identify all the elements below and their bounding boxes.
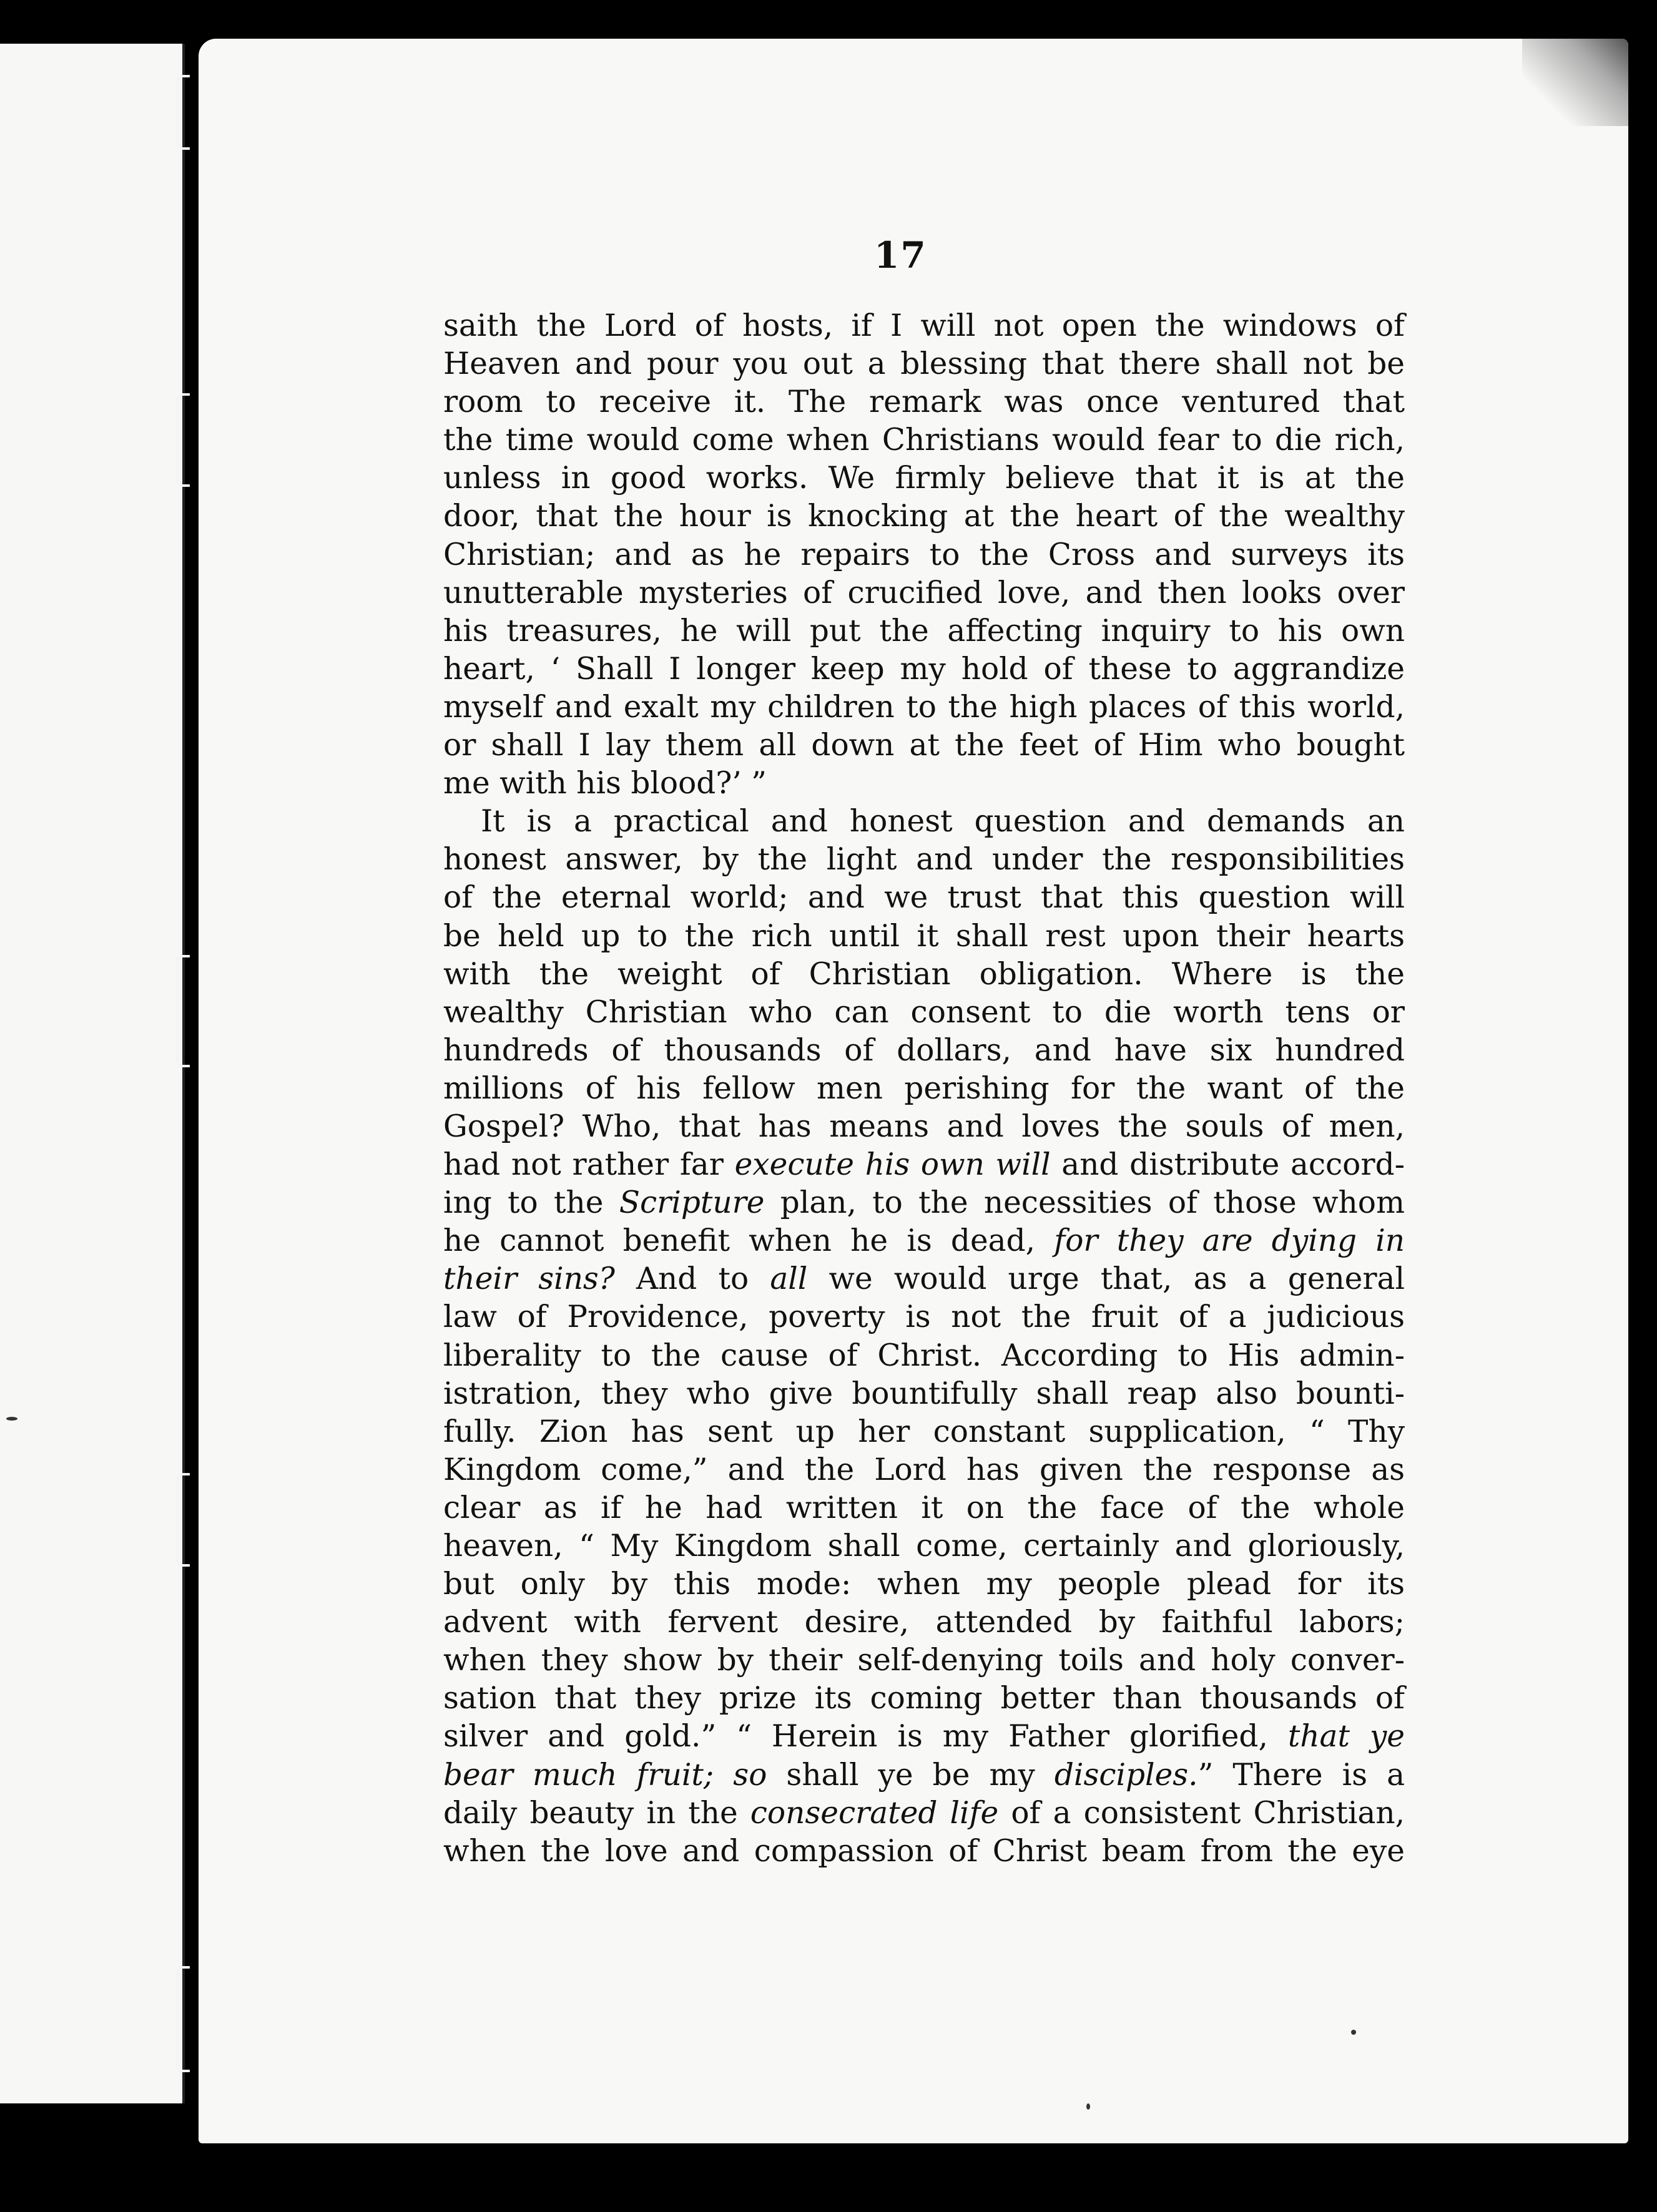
- text-run: honest answer, by the light and under the responsibilities: [443, 842, 1405, 878]
- text-line: [443, 841, 1405, 879]
- text-line: myself and exalt my children to the high places of this world,: [443, 689, 1405, 725]
- text-line: saith the Lord of hosts, if I will not open the windows of: [443, 308, 1405, 343]
- text-line: [443, 1451, 1405, 1489]
- text-line: [443, 1222, 1405, 1260]
- text-line: me with his blood?’ ”: [443, 766, 767, 801]
- text-run: istration, they who give bountifully shall reap also bounti-: [443, 1376, 1405, 1411]
- italic-text: their sins?: [443, 1261, 615, 1297]
- italic-text: that ye: [1287, 1719, 1405, 1754]
- text-line: [443, 994, 1405, 1032]
- text-line: his treasures, he will put the affecting inquiry to his own: [443, 613, 1405, 648]
- text-line: [443, 1794, 1405, 1833]
- text-line: or shall I lay them all down at the feet of Him who bought: [443, 728, 1405, 763]
- text-run: law of Providence, poverty is not the fruit of a judicious: [443, 1299, 1405, 1335]
- text-line: unutterable mysteries of crucified love, and then looks over: [443, 575, 1405, 610]
- text-run: when the love and compassion of Christ beam from the eye: [443, 1833, 1405, 1869]
- text-line: [443, 1833, 1405, 1871]
- italic-text: Scripture: [619, 1185, 765, 1221]
- text-line: [443, 1375, 1405, 1413]
- dust-speck: [6, 1417, 17, 1421]
- text-run: And to: [614, 1261, 770, 1297]
- text-run: millions of his fellow men perishing for the want of the: [443, 1070, 1405, 1106]
- text-run: Gospel? Who, that has means and loves the souls of men,: [443, 1108, 1405, 1144]
- text-line: [443, 1413, 1405, 1451]
- text-line: [443, 956, 1405, 994]
- text-line: [443, 1260, 1405, 1298]
- text-line: door, that the hour is knocking at the heart of the wealthy: [443, 499, 1405, 534]
- text-run: It is a practical and honest question and demands an: [481, 804, 1405, 839]
- text-line: [443, 1032, 1405, 1070]
- text-line: Christian; and as he repairs to the Cross and surveys its: [443, 537, 1405, 572]
- text-run: with the weight of Christian obligation. Where is the: [443, 956, 1405, 992]
- italic-text: consecrated life: [750, 1795, 999, 1831]
- text-run: sation that they prize its coming better than thousands of: [443, 1681, 1405, 1716]
- dust-speck: [1351, 2030, 1356, 2035]
- text-line: unless in good works. We firmly believe that it is at the: [443, 461, 1405, 496]
- text-run: wealthy Christian who can consent to die worth tens or: [443, 994, 1405, 1030]
- text-run: liberality to the cause of Christ. According to His admin-: [443, 1338, 1405, 1373]
- text-run: be held up to the rich until it shall rest upon their hearts: [443, 918, 1405, 954]
- text-run: silver and gold.” “ Herein is my Father glorified,: [443, 1719, 1288, 1754]
- text-line: [443, 1184, 1405, 1222]
- text-line: [443, 1718, 1405, 1756]
- text-run: when they show by their self-denying toils and holy conver-: [443, 1643, 1405, 1678]
- italic-text: execute his own will: [734, 1147, 1051, 1183]
- text-run: and distribute accord-: [1050, 1147, 1405, 1183]
- binding-stitch: [176, 1473, 190, 1567]
- italic-text: bear much fruit; so: [443, 1757, 767, 1793]
- text-run: advent with fervent desire, attended by faithful labors;: [443, 1605, 1405, 1640]
- text-run: shall ye be my: [767, 1757, 1055, 1793]
- binding-stitch: [176, 955, 190, 1067]
- text-run: Kingdom come,” and the Lord has given the response as: [443, 1452, 1405, 1487]
- page-body-text: [443, 307, 1405, 1871]
- text-line: [443, 1337, 1405, 1375]
- text-line: heart, ‘ Shall I longer keep my hold of these to aggrandize: [443, 651, 1405, 687]
- binding-stitch: [176, 393, 190, 487]
- text-line: [443, 1642, 1405, 1680]
- text-line: [443, 803, 1405, 841]
- italic-text: for they are dying in: [1054, 1223, 1405, 1259]
- text-line: [443, 918, 1405, 956]
- text-line: Heaven and pour you out a blessing that there shall not be: [443, 346, 1405, 382]
- page-corner-shadow: [1522, 39, 1628, 126]
- binding-stitch: [176, 1966, 190, 2072]
- dust-speck: [1086, 2103, 1090, 2110]
- italic-text: all: [770, 1261, 808, 1297]
- left-page-edge: [0, 44, 185, 2103]
- text-run: heaven, “ My Kingdom shall come, certainly and gloriously,: [443, 1529, 1405, 1564]
- text-run: ” There is a: [1197, 1757, 1405, 1793]
- text-run: clear as if he had written it on the face of the whole: [443, 1490, 1405, 1525]
- text-run: plan, to the necessities of those whom: [764, 1185, 1405, 1221]
- text-run: hundreds of thousands of dollars, and have six hundred: [443, 1032, 1405, 1068]
- text-line: [443, 1108, 1405, 1146]
- text-run: but only by this mode: when my people plead for its: [443, 1567, 1405, 1602]
- text-line: [443, 1298, 1405, 1336]
- binding-stitch: [176, 75, 190, 150]
- text-run: fully. Zion has sent up her constant supplication, “ Thy: [443, 1414, 1405, 1449]
- text-run: he cannot benefit when he is dead,: [443, 1223, 1055, 1259]
- text-line: [443, 1146, 1405, 1184]
- text-run: of the eternal world; and we trust that this question will: [443, 880, 1405, 916]
- italic-text: disciples.: [1054, 1757, 1198, 1793]
- text-run: daily beauty in the: [443, 1795, 750, 1831]
- text-run: had not rather far: [443, 1147, 735, 1183]
- text-line: the time would come when Christians would fear to die rich,: [443, 423, 1405, 458]
- text-line: [443, 1070, 1405, 1108]
- text-line: [443, 1489, 1405, 1527]
- page-number: 17: [874, 234, 927, 276]
- text-line: room to receive it. The remark was once ventured that: [443, 384, 1405, 420]
- text-line: [443, 1603, 1405, 1642]
- text-run: of a consistent Christian,: [998, 1795, 1405, 1831]
- text-line: [443, 879, 1405, 917]
- text-line: [443, 1680, 1405, 1718]
- text-line: [443, 1565, 1405, 1603]
- text-run: we would urge that, as a general: [807, 1261, 1405, 1297]
- text-line: [443, 1756, 1405, 1794]
- text-run: ing to the: [443, 1185, 619, 1221]
- text-line: [443, 1527, 1405, 1565]
